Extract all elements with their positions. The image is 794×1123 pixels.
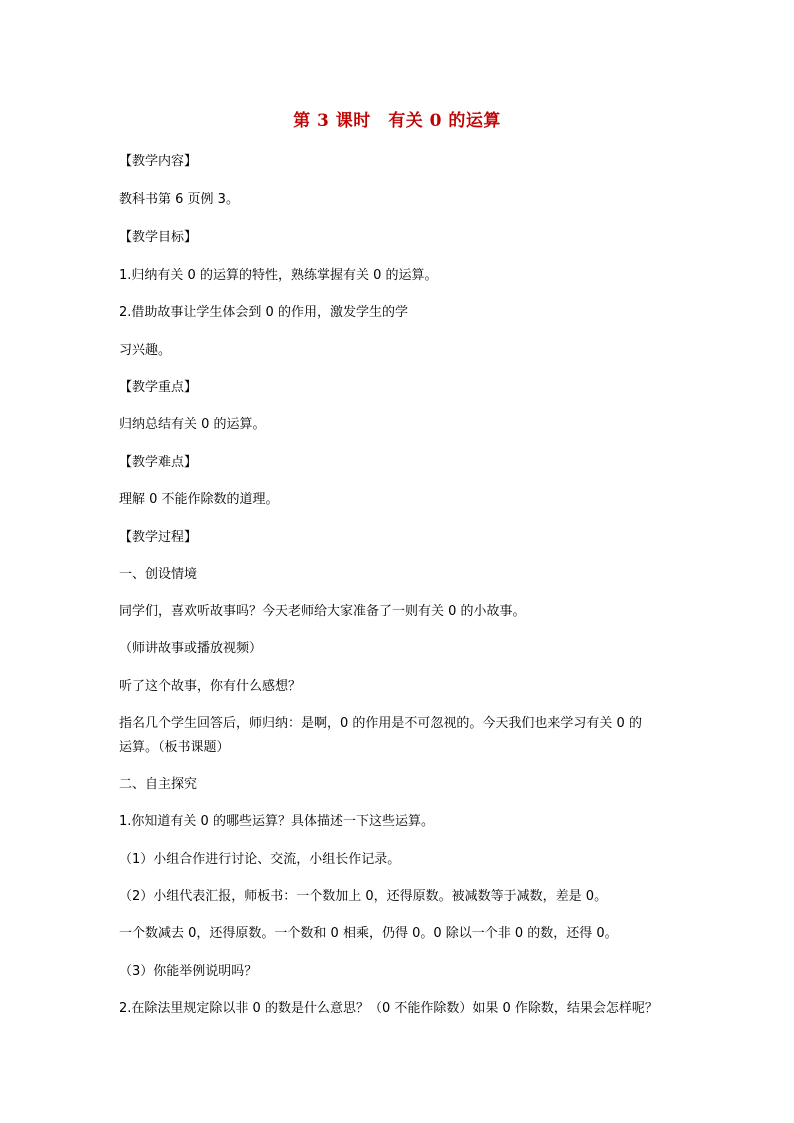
subheading-scenario: 一、创设情境 — [119, 567, 198, 582]
exploration-step-3: （3）你能举例说明吗？ — [119, 964, 258, 979]
paragraph-teacher-summary: 指名几个学生回答后，师归纳：是啊，0 的作用是不可忽视的。今天我们也来学习有关 0 的 — [119, 716, 642, 731]
goal-item-1: 1.归纳有关 0 的运算的特性，熟练掌握有关 0 的运算。 — [119, 268, 438, 283]
exploration-step-2-continued: 一个数减去 0，还得原数。一个数和 0 相乘，仍得 0。0 除以一个非 0 的数，还得 0。 — [119, 926, 618, 941]
section-heading-content: 【教学内容】 — [119, 154, 198, 169]
exploration-item-2: 2.在除法里规定除以非 0 的数是什么意思？（0 不能作除数）如果 0 作除数，结果会怎样呢？ — [119, 1001, 658, 1016]
section-heading-goals: 【教学目标】 — [119, 230, 198, 245]
lesson-title: 第 3 课时 有关 0 的运算 — [293, 111, 501, 131]
section-heading-key-points: 【教学重点】 — [119, 380, 198, 395]
section-heading-process: 【教学过程】 — [119, 530, 198, 545]
paragraph-difficulties: 理解 0 不能作除数的道理。 — [119, 492, 279, 507]
paragraph-story-intro: 同学们，喜欢听故事吗？今天老师给大家准备了一则有关 0 的小故事。 — [119, 604, 526, 619]
subheading-exploration: 二、自主探究 — [119, 777, 198, 792]
paragraph-key-points: 归纳总结有关 0 的运算。 — [119, 417, 266, 432]
goal-item-2-continued: 习兴趣。 — [119, 343, 172, 358]
paragraph-textbook-ref: 教科书第 6 页例 3。 — [119, 192, 239, 207]
exploration-step-1: （1）小组合作进行讨论、交流，小组长作记录。 — [119, 852, 401, 867]
paragraph-reflection-question: 听了这个故事，你有什么感想？ — [119, 679, 302, 694]
exploration-item-1: 1.你知道有关 0 的哪些运算？具体描述一下这些运算。 — [119, 814, 434, 829]
section-heading-difficulties: 【教学难点】 — [119, 455, 198, 470]
paragraph-story-note: （师讲故事或播放视频） — [119, 641, 263, 656]
goal-item-2: 2.借助故事让学生体会到 0 的作用，激发学生的学 — [119, 305, 408, 320]
paragraph-teacher-summary-continued: 运算。（板书课题） — [119, 740, 230, 755]
exploration-step-2: （2）小组代表汇报，师板书：一个数加上 0，还得原数。被减数等于减数，差是 0。 — [119, 889, 608, 904]
